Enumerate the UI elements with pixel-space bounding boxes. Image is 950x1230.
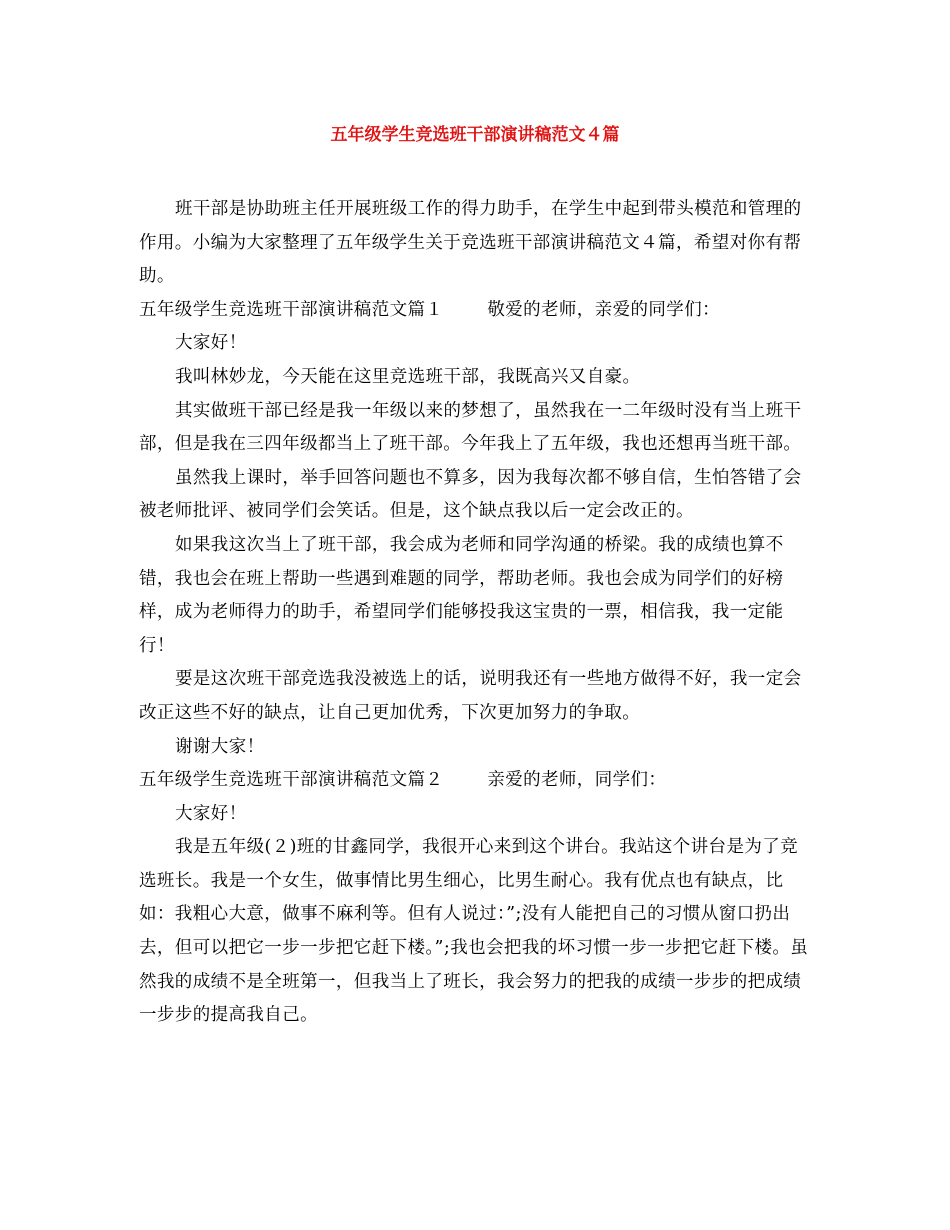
section-2-paragraph: 我是五年级(２)班的甘鑫同学，我很开心来到这个讲台。我站这个讲台是为了竞选班长。我是一个女生，做事情比男生细心，比男生耐心。我有优点也有缺点，比如：我粗心大意，做事不麻利等。但有人说过：”;没有人能把自己的习惯从窗口扔出去，但可以把它一步一步把它赶下楼。”;我也会把我的坏习惯一步一步把它赶下楼。虽然我的成绩不是全班第一，但我当上了班长，我会努力的把我的成绩一步步的把成绩一步步的提高我自己。: [139, 837, 809, 1026]
section-1-heading-line: [139, 294, 815, 328]
section-1-paragraph: 如果我这次当上了班干部，我会成为老师和同学沟通的桥梁。我的成绩也算不错，我也会在班上帮助一些遇到难题的同学，帮助老师。我也会成为同学们的好榜样，成为老师得力的助手，希望同学们能够投我这宝贵的一票，相信我，我一定能行！: [139, 534, 784, 656]
section-1-paragraph: 要是这次班干部竞选我没被选上的话，说明我还有一些地方做得不好，我一定会改正这些不好的缺点，让自己更加优秀，下次更加努力的争取。: [139, 669, 802, 723]
section-2-heading: 五年级学生竞选班干部演讲稿范文篇２: [139, 770, 444, 791]
section-1-paragraph: 大家好！: [175, 333, 247, 354]
section-1-heading: 五年级学生竞选班干部演讲稿范文篇１: [139, 299, 444, 320]
section-2-paragraph: 大家好！: [175, 803, 247, 824]
section-2-salutation: 亲爱的老师，同学们：: [487, 770, 667, 791]
section-1-paragraph: 谢谢大家！: [175, 736, 265, 757]
section-1-paragraph: 我叫林妙龙，今天能在这里竞选班干部，我既高兴又自豪。: [175, 366, 641, 387]
intro-paragraph: 班干部是协助班主任开展班级工作的得力助手，在学生中起到带头模范和管理的作用。小编为大家整理了五年级学生关于竞选班干部演讲稿范文４篇，希望对你有帮助。: [139, 199, 802, 287]
section-1-paragraph: 虽然我上课时，举手回答问题也不算多，因为我每次都不够自信，生怕答错了会被老师批评、被同学们会笑话。但是，这个缺点我以后一定会改正的。: [139, 467, 802, 522]
section-1-paragraph: 其实做班干部已经是我一年级以来的梦想了，虽然我在一二年级时没有当上班干部，但是我在三四年级都当上了班干部。今年我上了五年级，我也还想再当班干部。: [139, 400, 802, 455]
document-body: [139, 193, 815, 1033]
section-2-heading-line: [139, 764, 815, 798]
section-1-salutation: 敬爱的老师，亲爱的同学们：: [487, 299, 721, 320]
document-title: 五年级学生竞选班干部演讲稿范文４篇: [330, 125, 620, 145]
